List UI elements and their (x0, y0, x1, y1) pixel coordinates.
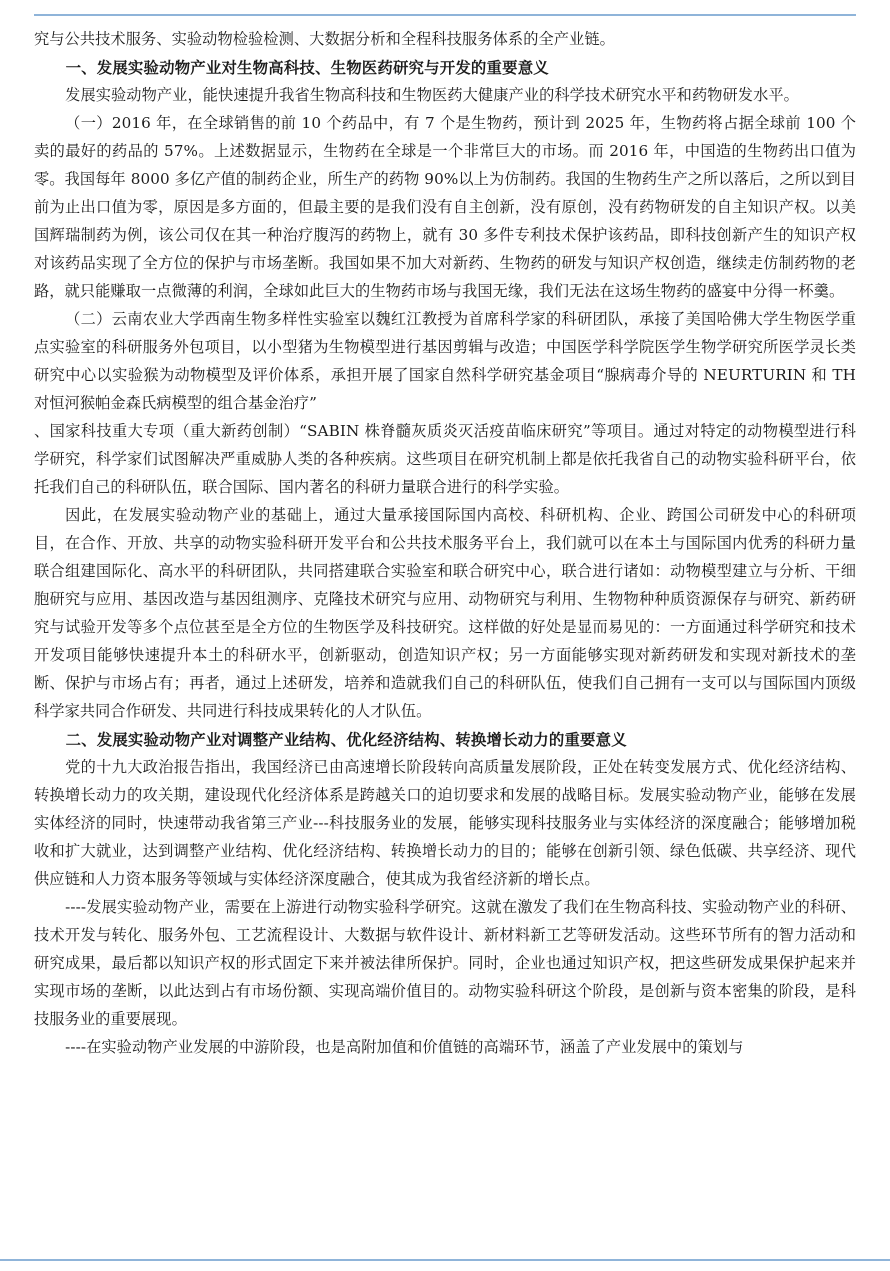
paragraph-7: ----发展实验动物产业，需要在上游进行动物实验科学研究。这就在激发了我们在生物高科技、实验动物产业的科研、技术开发与转化、服务外包、工艺流程设计、大数据与软件设计、新材料新工艺等研发活动。这些环节所有的智力活动和研究成果，最后都以知识产权的形式固定下来并被法律所保护。同时，企业也通过知识产权，把这些研发成果保护起来并实现市场的垄断，以此达到占有市场份额、实现高端价值目的。动物实验科研这个阶段，是创新与资本密集的阶段，是科技服务业的重要展现。 (34, 897, 856, 1028)
page-top-rule (34, 14, 856, 16)
section-heading-two: 二、发展实验动物产业对调整产业结构、优化经济结构、转换增长动力的重要意义 (65, 730, 627, 749)
page-bottom-rule (0, 1259, 890, 1261)
paragraph-5: 因此，在发展实验动物产业的基础上，通过大量承接国际国内高校、科研机构、企业、跨国公司研发中心的科研项目，在合作、开放、共享的动物实验科研开发平台和公共技术服务平台上，我们就可以在本土与国际国内优秀的科研力量联合组建国际化、高水平的科研团队，共同搭建联合实验室和联合研究中心，联合进行诸如：动物模型建立与分析、干细胞研究与应用、基因改造与基因组测序、克隆技术研究与应用、动物研究与利用、生物物种种质资源保存与研究、新药研究与试验开发等多个点位甚至是全方位的生物医学及科技研究。这样做的好处是显而易见的：一方面通过科学研究和技术开发项目能够快速提升本土的科研水平，创新驱动，创造知识产权；另一方面能够实现对新药研发和实现对新技术的垄断、保护与市场占有；再者，通过上述研发，培养和造就我们自己的科研队伍，使我们自己拥有一支可以与国际国内顶级科学家共同合作研发、共同进行科技成果转化的人才队伍。 (34, 505, 856, 720)
paragraph-continued-top: 究与公共技术服务、实验动物检验检测、大数据分析和全程科技服务体系的全产业链。 (34, 30, 615, 48)
section-heading-one: 一、发展实验动物产业对生物高科技、生物医药研究与开发的重要意义 (65, 58, 549, 77)
paragraph-4: 、国家科技重大专项（重大新药创制）“SABIN 株脊髓灰质炎灭活疫苗临床研究”等项目。通过对特定的动物模型进行科学研究，科学家们试图解决严重威胁人类的各种疾病。这些项目在研究机制上都是依托我省自己的动物实验科研平台，依托我们自己的科研队伍，联合国际、国内著名的科研力量联合进行的科学实验。 (34, 421, 856, 496)
document-body (34, 26, 856, 1062)
paragraph-2: （一）2016 年，在全球销售的前 10 个药品中，有 7 个是生物药，预计到 2025 年，生物药将占据全球前 100 个卖的最好的药品的 57%。上述数据显示，生物药在全球是一个非常巨大的市场。而 2016 年，中国造的生物药出口值为零。我国每年 8000 多亿产值的制药企业，所生产的药物 90%以上为仿制药。我国的生物药生产之所以落后，之所以到目前为止出口值为零，原因是多方面的，但最主要的是我们没有自主创新，没有原创，没有药物研发的自主知识产权。以美国辉瑞制药为例，该公司仅在其一种治疗腹泻的药物上，就有 30 多件专利技术保护该药品，即科技创新产生的知识产权对该药品实现了全方位的保护与市场垄断。我国如果不加大对新药、生物药的研发与知识产权创造，继续走仿制药物的老路，就只能赚取一点微薄的利润，全球如此巨大的生物药市场与我国无缘，我们无法在这场生物药的盛宴中分得一杯羹。 (34, 114, 856, 301)
paragraph-1: 发展实验动物产业，能快速提升我省生物高科技和生物医药大健康产业的科学技术研究水平和药物研发水平。 (65, 86, 799, 105)
paragraph-3: （二）云南农业大学西南生物多样性实验室以魏红江教授为首席科学家的科研团队，承接了美国哈佛大学生物医学重点实验室的科研服务外包项目，以小型猪为生物模型进行基因剪辑与改造；中国医学科学院医学生物学研究所医学灵长类研究中心以实验猴为动物模型及评价体系，承担开展了国家自然科学研究基金项目“腺病毒介导的 NEURTURIN 和 TH 对恒河猴帕金森氏病模型的组合基金治疗” (34, 310, 856, 412)
paragraph-8: ----在实验动物产业发展的中游阶段，也是高附加值和价值链的高端环节，涵盖了产业发展中的策划与 (65, 1037, 744, 1056)
paragraph-6: 党的十九大政治报告指出，我国经济已由高速增长阶段转向高质量发展阶段，正处在转变发展方式、优化经济结构、转换增长动力的攻关期，建设现代化经济体系是跨越关口的迫切要求和发展的战略目标。发展实验动物产业，能够在发展实体经济的同时，快速带动我省第三产业---科技服务业的发展，能够实现科技服务业与实体经济的深度融合；能够增加税收和扩大就业，达到调整产业结构、优化经济结构、转换增长动力的目的；能够在创新引领、绿色低碳、共享经济、现代供应链和人力资本服务等领域与实体经济深度融合，使其成为我省经济新的增长点。 (34, 757, 856, 888)
